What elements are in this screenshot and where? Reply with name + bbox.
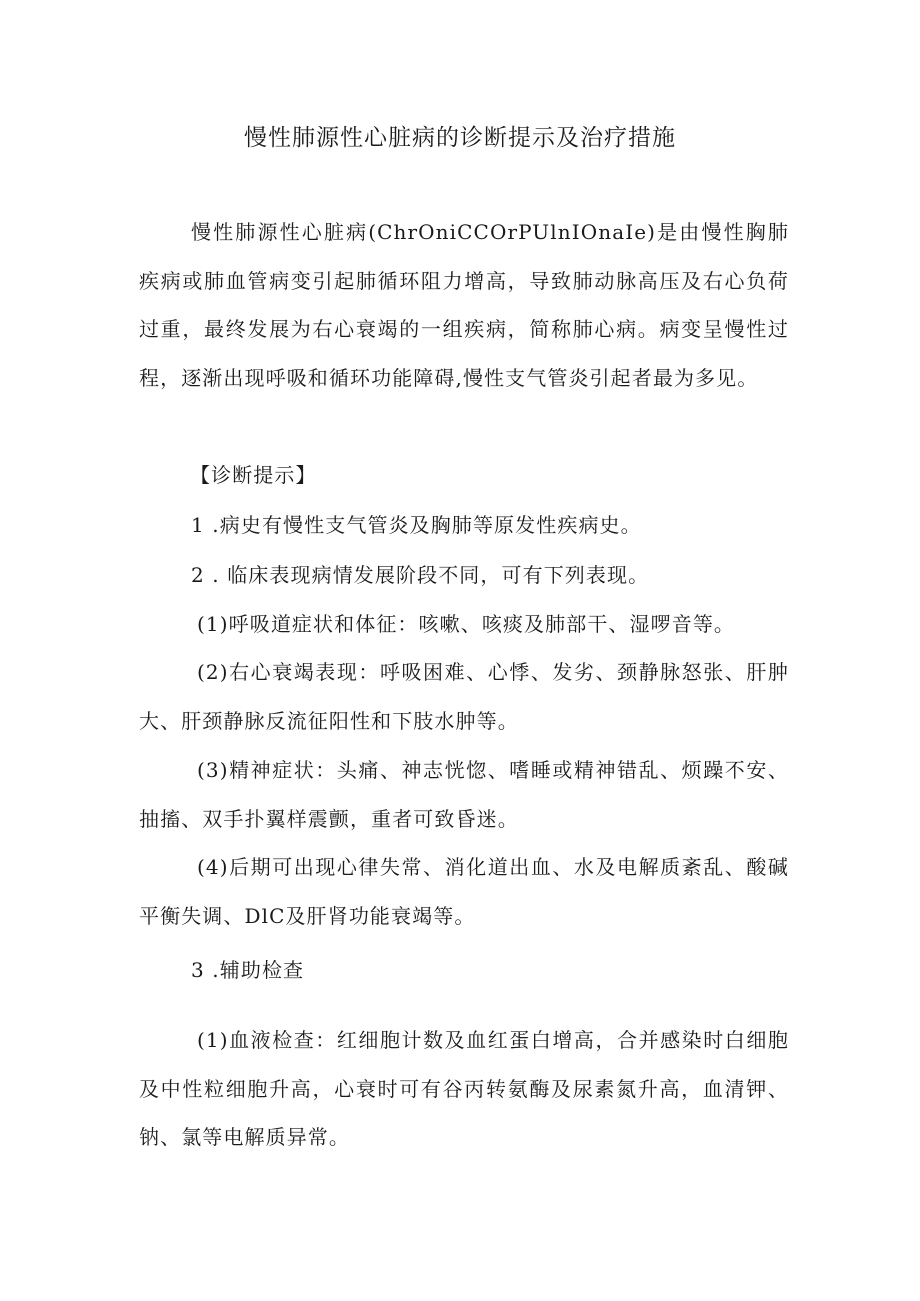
intro-paragraph: 慢性肺源性心脏病(ChrOniCCOrPUlnIOnaIe)是由慢性胸肺疾病或肺血管病变引起肺循环阻力增高，导致肺动脉高压及右心负荷过重，最终发展为右心衰竭的一组疾病，简称肺心病。病变呈慢性过程，逐渐出现呼吸和循环功能障碍,慢性支气管炎引起者最为多见。	[139, 220, 789, 390]
item-blood-test: (1)血液检查：红细胞计数及血红蛋白增高，合并感染时白细胞及中性粒细胞升高，心衰时可有谷丙转氨酶及尿素氮升高，血清钾、钠、氯等电解质异常。	[139, 1028, 789, 1150]
item-respiratory-symptoms: (1)呼吸道症状和体征：咳嗽、咳痰及肺部干、湿啰音等。	[197, 612, 736, 636]
item-auxiliary-exam: 3 .辅助检查	[191, 958, 305, 982]
item-clinical-manifestation: 2 . 临床表现病情发展阶段不同，可有下列表现。	[191, 563, 650, 587]
item-mental-symptoms: (3)精神症状：头痛、神志恍惚、嗜睡或精神错乱、烦躁不安、抽搐、双手扑翼样震颤，重者可致昏迷。	[139, 758, 789, 831]
item-late-stage: (4)后期可出现心律失常、消化道出血、水及电解质紊乱、酸碱平衡失调、DlC及肝肾功能衰竭等。	[139, 855, 789, 928]
item-medical-history: 1 .病史有慢性支气管炎及胸肺等原发性疾病史。	[191, 513, 642, 537]
document-title: 慢性肺源性心脏病的诊断提示及治疗措施	[244, 125, 676, 151]
item-right-heart-failure: (2)右心衰竭表现：呼吸困难、心悸、发劣、颈静脉怒张、肝肿大、肝颈静脉反流征阳性和下肢水肿等。	[139, 660, 789, 733]
section-heading-diagnosis: 【诊断提示】	[190, 463, 317, 487]
